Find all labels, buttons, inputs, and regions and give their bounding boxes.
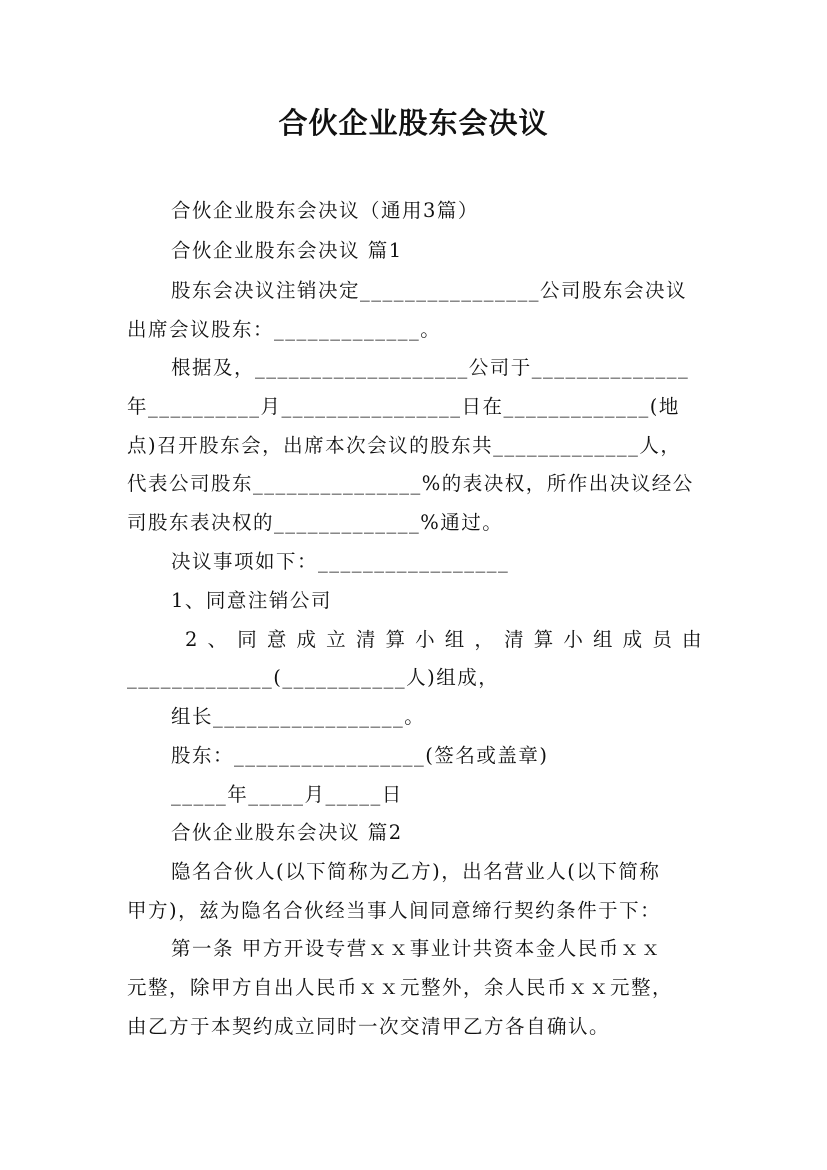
date-line: _____年_____月_____日 xyxy=(171,783,403,806)
paragraph-line: 年__________月________________日在_____________(地 xyxy=(127,395,680,418)
list-item: 2、同意成立清算小组，清算小组成员由 xyxy=(185,628,703,651)
doc-subtitle: 合伙企业股东会决议（通用3篇） xyxy=(171,199,479,222)
section-heading-1: 合伙企业股东会决议 篇1 xyxy=(171,239,403,262)
section-heading-2: 合伙企业股东会决议 篇2 xyxy=(171,821,403,844)
paragraph-line: 出席会议股东：_____________。 xyxy=(127,318,442,341)
paragraph-line: 由乙方于本契约成立同时一次交清甲乙方各自确认。 xyxy=(127,1015,611,1038)
paragraph-line: 根据及，___________________公司于______________ xyxy=(171,356,690,379)
paragraph-line: 组长_________________。 xyxy=(171,705,426,728)
paragraph-line: 司股东表决权的_____________%通过。 xyxy=(127,511,504,534)
paragraph-line: 点)召开股东会，出席本次会议的股东共_____________人， xyxy=(127,434,682,457)
paragraph-line: 股东会决议注销决定________________公司股东会决议 xyxy=(171,279,688,302)
signature-line: 股东：_________________(签名或盖章) xyxy=(171,744,549,767)
paragraph-line: 代表公司股东_______________%的表决权，所作出决议经公 xyxy=(127,472,694,495)
paragraph-line: 元整，除甲方自出人民币ｘｘ元整外，余人民币ｘｘ元整， xyxy=(127,976,674,999)
paragraph-line: _____________(___________人)组成， xyxy=(127,666,500,689)
paragraph-line: 甲方)，兹为隐名合伙经当事人间同意缔行契约条件于下： xyxy=(127,899,662,922)
list-item: 1、同意注销公司 xyxy=(171,589,332,612)
paragraph-line: 第一条 甲方开设专营ｘｘ事业计共资本金人民币ｘｘ xyxy=(171,937,662,960)
document-title: 合伙企业股东会决议 xyxy=(278,106,549,140)
paragraph-line: 决议事项如下：_________________ xyxy=(171,550,510,573)
paragraph-line: 隐名合伙人(以下简称为乙方)，出名营业人(以下简称 xyxy=(171,860,661,883)
